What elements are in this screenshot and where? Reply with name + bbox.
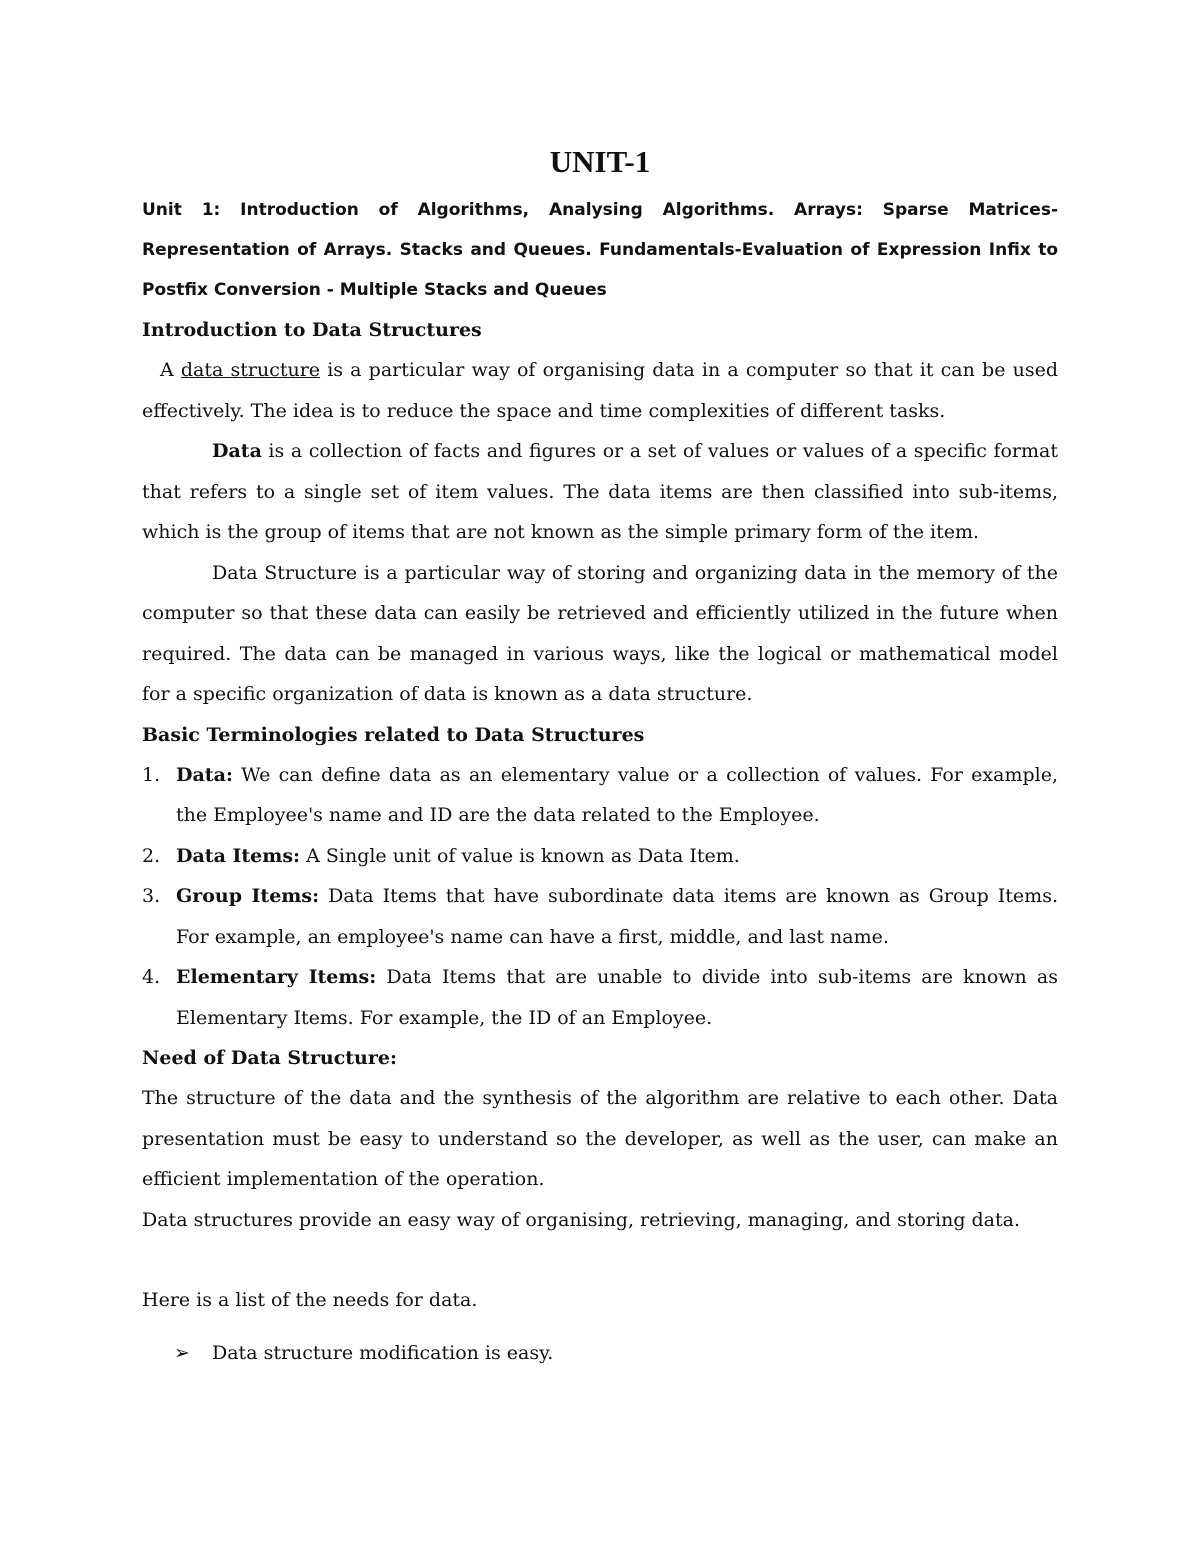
terminology-list: [142, 755, 1058, 1039]
intro-p2-text: is a collection of facts and figures or a set of values or values of a specific format that refers to a single set of item values. The data items are then classified into sub-items, which is the group of items that are not known as the simple primary form of the item.: [142, 440, 1058, 543]
need-paragraph-2: Data structures provide an easy way of organising, retrieving, managing, and storing data.: [142, 1208, 1021, 1231]
term-label: Data Items:: [176, 844, 301, 867]
term-text: We can define data as an elementary value or a collection of values. For example, the Employee's name and ID are the data related to the Employee.: [176, 763, 1058, 826]
intro-p1-after: is a particular way of organising data in a computer so that it can be used effectively. The idea is to reduce the space and time complexities of different tasks.: [142, 359, 1058, 422]
term-label: Elementary Items:: [176, 966, 377, 988]
bullet-text: Data structure modification is easy.: [212, 1341, 554, 1364]
page-content: [142, 140, 1058, 1373]
intro-paragraph-1: [142, 350, 1058, 431]
bullet-item: [142, 1333, 1058, 1374]
unit-summary: Unit 1: Introduction of Algorithms, Analysing Algorithms. Arrays: Sparse Matrices-Representation of Arrays. Stacks and Queues. Fundamentals-Evaluation of Expression Infix to Postfix Conversion - Multiple Stacks and Queues: [142, 200, 1058, 300]
list-item: [142, 836, 1058, 877]
term-text: Data Items that are unable to divide into sub-items are known as Elementary Items. For example, the ID of an Employee.: [176, 966, 1058, 1029]
list-number: 4.: [142, 966, 161, 988]
term-text: A Single unit of value is known as Data Item.: [300, 844, 740, 867]
intro-heading: Introduction to Data Structures: [142, 319, 482, 341]
list-item: [142, 876, 1058, 957]
data-term: Data: [212, 440, 262, 462]
list-item: [142, 957, 1058, 1038]
intro-p1-before: A: [160, 359, 181, 381]
page-title: UNIT-1: [549, 144, 651, 179]
arrowhead-bullet-icon: ➢: [174, 1341, 190, 1364]
terminology-heading: Basic Terminologies related to Data Structures: [142, 723, 645, 746]
need-heading: Need of Data Structure:: [142, 1047, 397, 1069]
list-number: 1.: [142, 763, 161, 786]
need-paragraph-1: The structure of the data and the synthesis of the algorithm are relative to each other. Data presentation must be easy to understand so the developer, as well as the user, can make an efficient implementation of the operation.: [142, 1087, 1058, 1190]
intro-paragraph-2: [142, 431, 1058, 553]
term-label: Group Items:: [176, 885, 320, 907]
term-label: Data:: [176, 763, 233, 786]
need-paragraph-3: Here is a list of the needs for data.: [142, 1289, 478, 1311]
list-number: 2.: [142, 844, 161, 867]
intro-paragraph-3: Data Structure is a particular way of storing and organizing data in the memory of the computer so that these data can easily be retrieved and efficiently utilized in the future when required. The data can be managed in various ways, like the logical or mathematical model for a specific organization of data is known as a data structure.: [142, 561, 1058, 705]
list-item: [142, 755, 1058, 836]
data-structure-link[interactable]: data structure: [180, 359, 321, 381]
spacer: [142, 1240, 1058, 1280]
list-number: 3.: [142, 885, 161, 907]
term-text: Data Items that have subordinate data items are known as Group Items. For example, an employee's name can have a first, middle, and last name.: [176, 885, 1058, 948]
